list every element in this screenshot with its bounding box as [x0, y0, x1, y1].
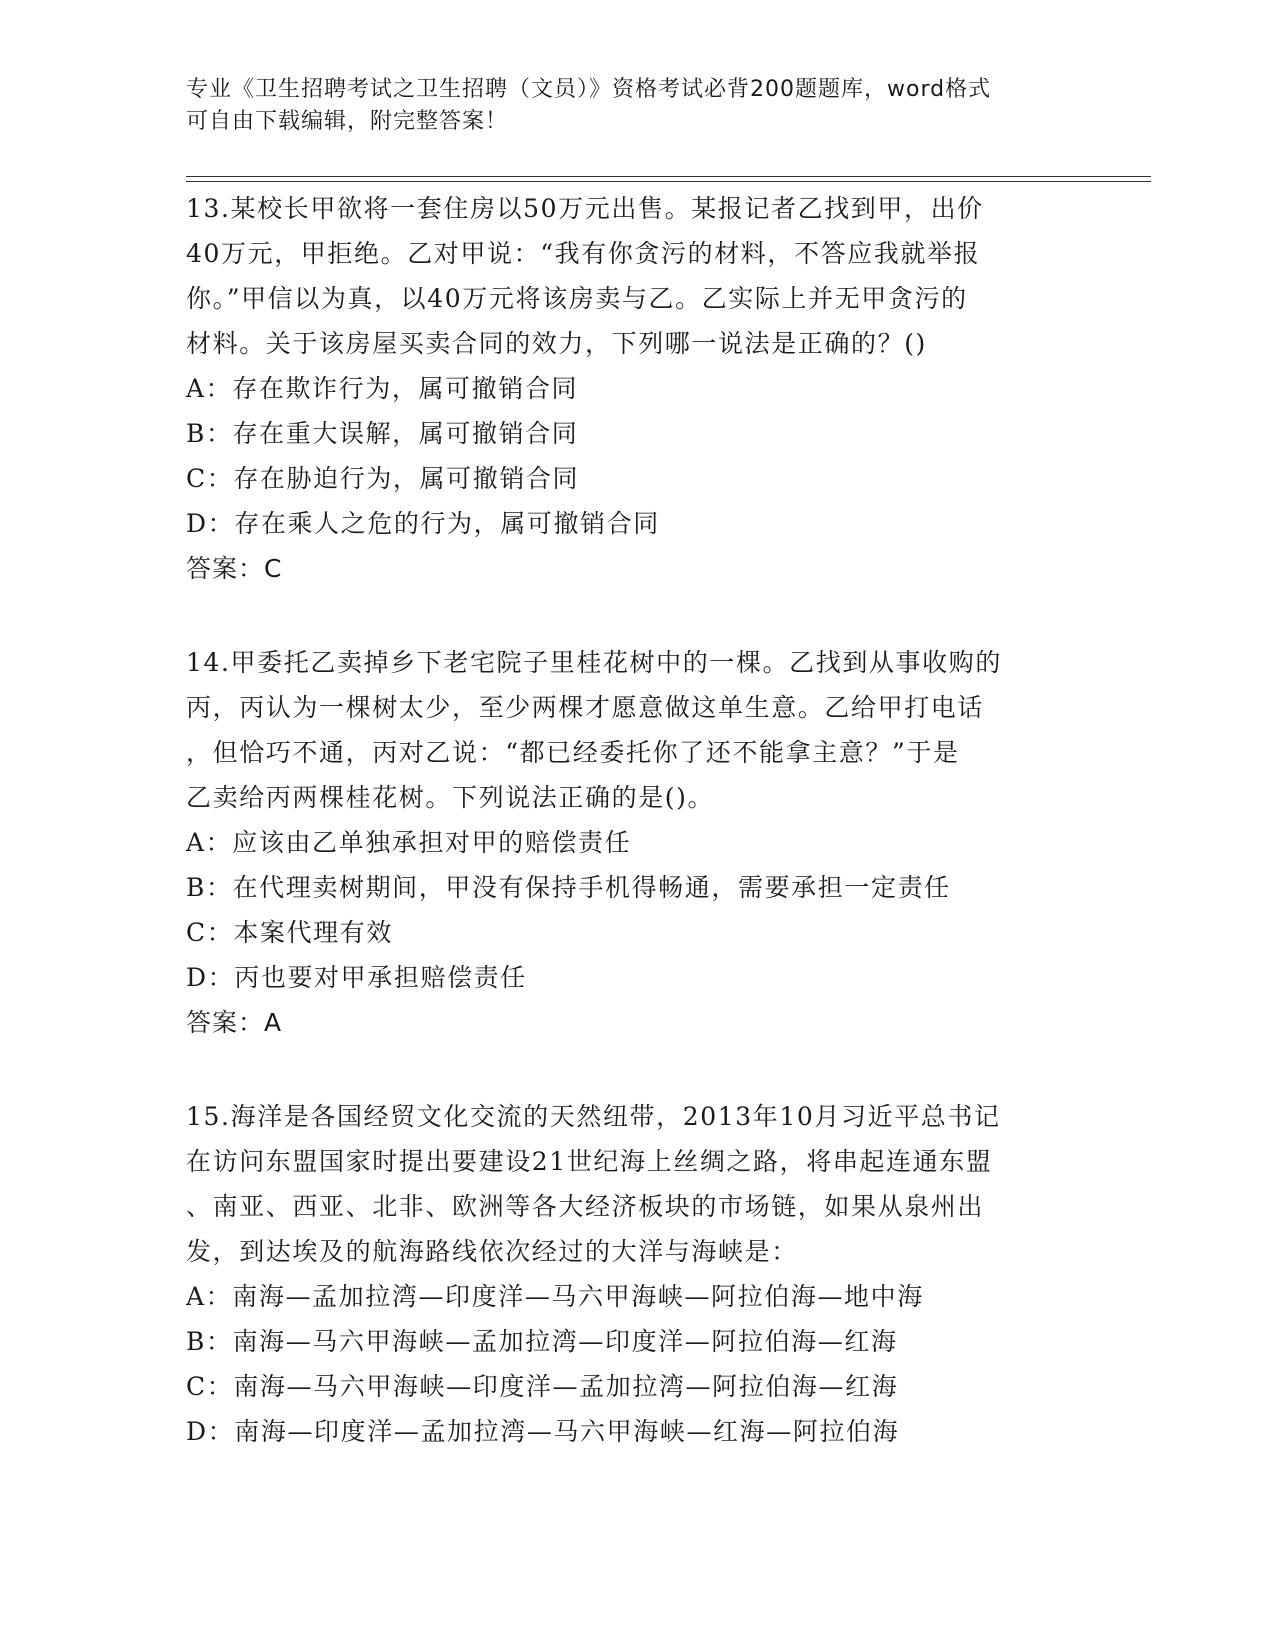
question-line: 乙卖给丙两棵桂花树。下列说法正确的是()。: [186, 783, 715, 812]
question-line: 40万元，甲拒绝。乙对甲说：“我有你贪污的材料，不答应我就举报: [186, 239, 981, 268]
question-line: 15.海洋是各国经贸文化交流的天然纽带，2013年10月习近平总书记: [186, 1102, 1001, 1131]
option-c: C：本案代理有效: [186, 918, 393, 947]
option-d: D：丙也要对甲承担赔偿责任: [186, 963, 527, 992]
header-divider: [186, 176, 1151, 177]
option-b: B：在代理卖树期间，甲没有保持手机得畅通，需要承担一定责任: [186, 873, 951, 902]
header-line-1: 专业《卫生招聘考试之卫生招聘（文员）》资格考试必背200题题库，word格式: [186, 77, 992, 102]
option-a: A：南海—孟加拉湾—印度洋—马六甲海峡—阿拉伯海—地中海: [186, 1282, 924, 1311]
question-14: [186, 640, 1066, 1045]
question-line: 在访问东盟国家时提出要建设21世纪海上丝绸之路，将串起连通东盟: [186, 1147, 993, 1176]
question-stem: [186, 640, 1066, 820]
answer-line: 答案：A: [186, 1008, 283, 1037]
option-c: C：存在胁迫行为，属可撤销合同: [186, 464, 580, 493]
header-divider: [186, 181, 1151, 182]
question-15: [186, 1094, 1066, 1454]
question-13: [186, 186, 1066, 591]
question-line: 发，到达埃及的航海路线依次经过的大洋与海峡是：: [186, 1237, 798, 1266]
header-line-2: 可自由下载编辑，附完整答案！: [186, 109, 509, 134]
option-a: A：存在欺诈行为，属可撤销合同: [186, 374, 579, 403]
question-line: 丙，丙认为一棵树太少，至少两棵才愿意做这单生意。乙给甲打电话: [186, 693, 985, 722]
question-stem: [186, 1094, 1066, 1274]
document-header: [186, 74, 1066, 138]
option-b: B：南海—马六甲海峡—孟加拉湾—印度洋—阿拉伯海—红海: [186, 1327, 898, 1356]
question-line: ，但恰巧不通，丙对乙说：“都已经委托你了还不能拿主意？”于是: [186, 738, 960, 767]
question-line: 13.某校长甲欲将一套住房以50万元出售。某报记者乙找到甲，出价: [186, 194, 984, 223]
question-line: 材料。关于该房屋买卖合同的效力，下列哪一说法是正确的？(): [186, 329, 927, 358]
option-d: D：存在乘人之危的行为，属可撤销合同: [186, 509, 660, 538]
question-stem: [186, 186, 1066, 366]
option-a: A：应该由乙单独承担对甲的赔偿责任: [186, 828, 632, 857]
question-line: 你。”甲信以为真，以40万元将该房卖与乙。乙实际上并无甲贪污的: [186, 284, 968, 313]
option-c: C：南海—马六甲海峡—印度洋—孟加拉湾—阿拉伯海—红海: [186, 1372, 899, 1401]
answer-line: 答案：C: [186, 554, 283, 583]
option-d: D：南海—印度洋—孟加拉湾—马六甲海峡—红海—阿拉伯海: [186, 1417, 900, 1446]
option-b: B：存在重大误解，属可撤销合同: [186, 419, 579, 448]
question-line: 、南亚、西亚、北非、欧洲等各大经济板块的市场链，如果从泉州出: [186, 1192, 985, 1221]
question-line: 14.甲委托乙卖掉乡下老宅院子里桂花树中的一棵。乙找到从事收购的: [186, 648, 1002, 677]
